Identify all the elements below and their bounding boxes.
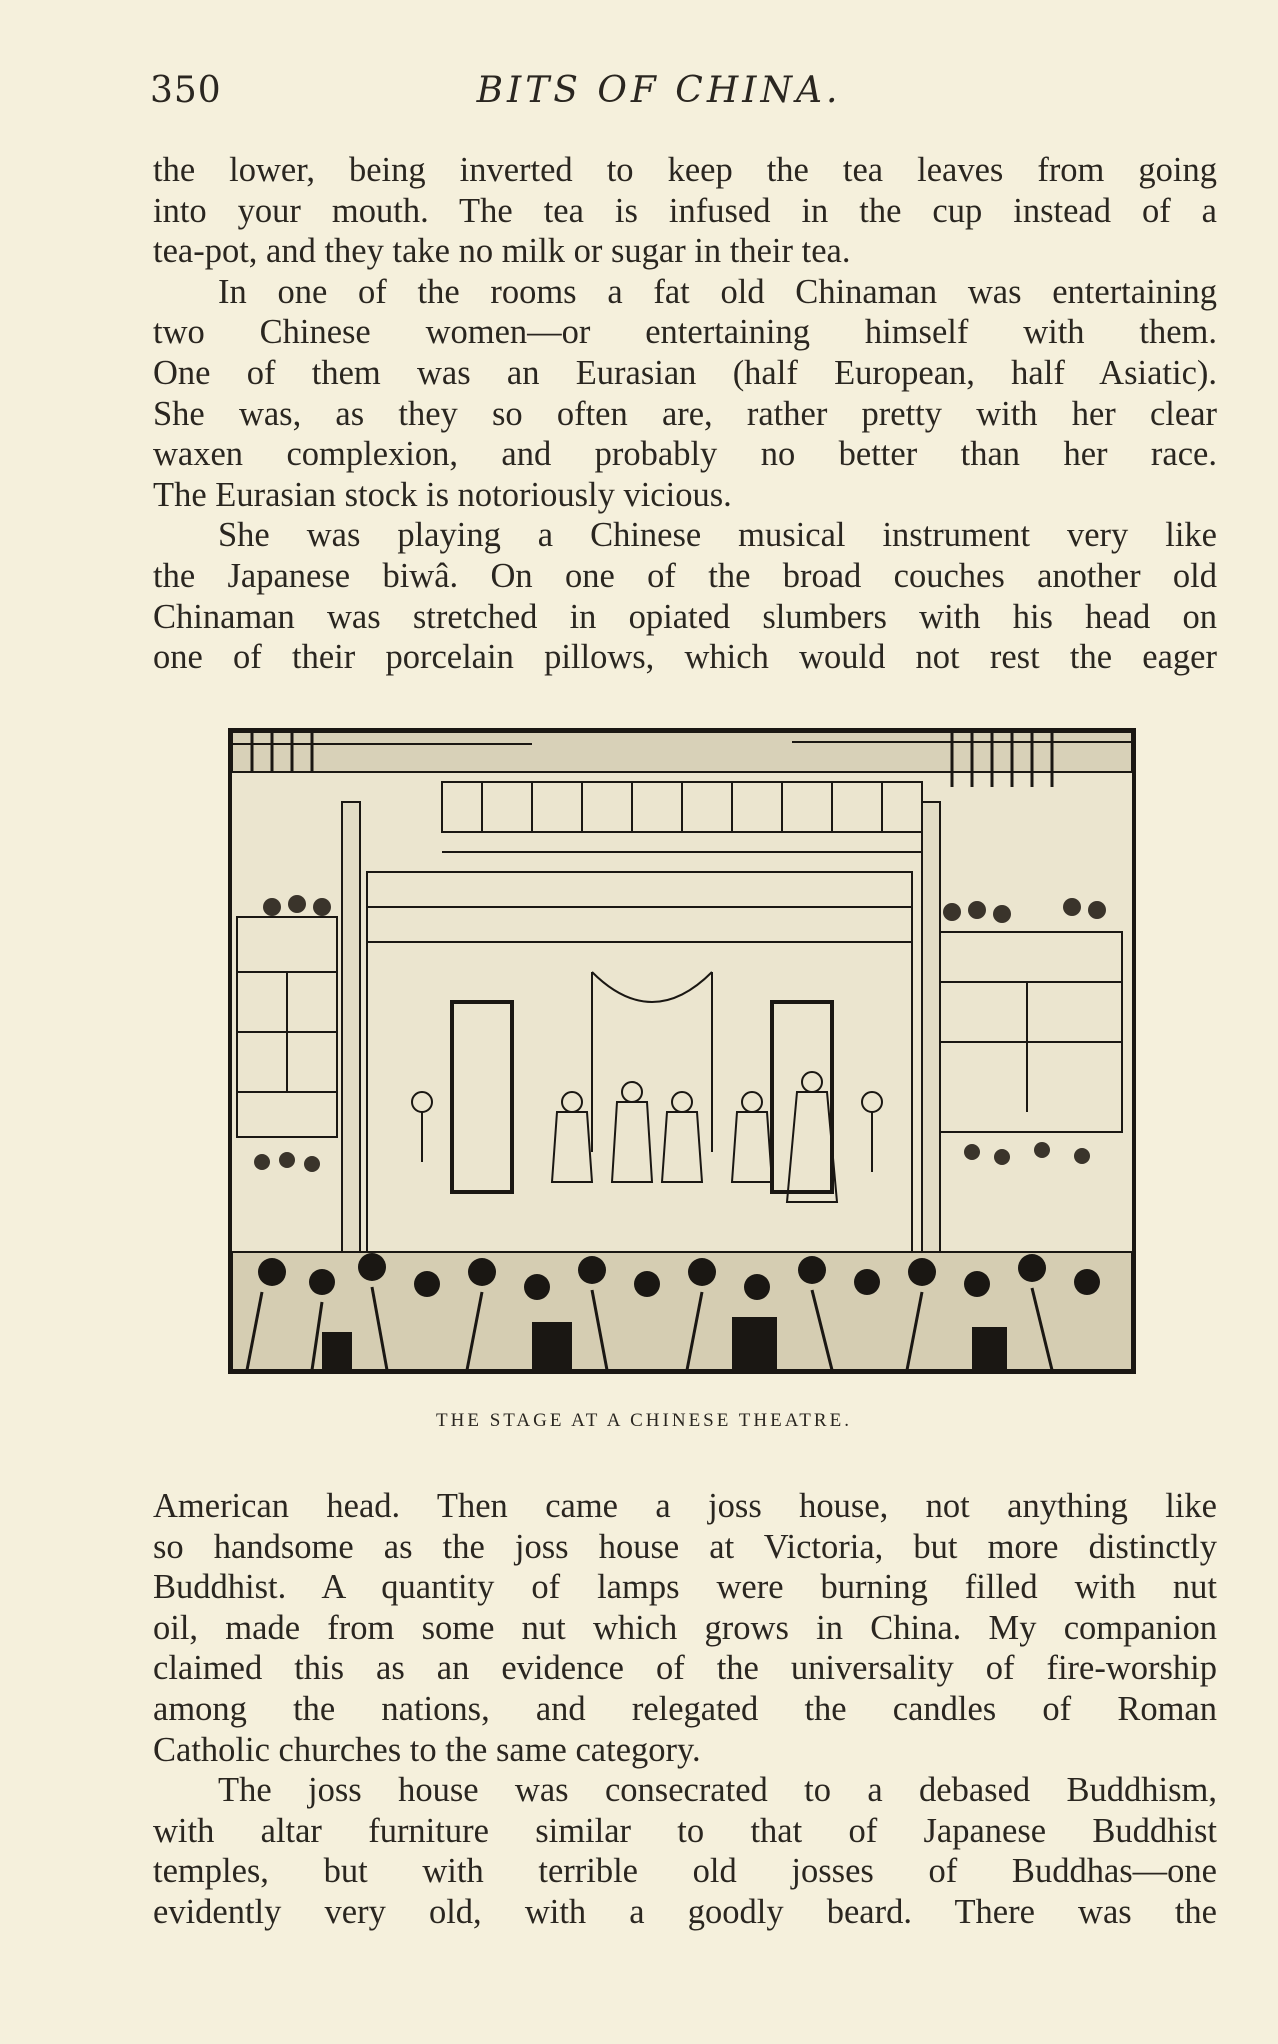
text-line: She was, as they so often are, rather pretty with her clear [153,394,1217,433]
running-title: BITS OF CHINA. [476,70,842,111]
text-line: the Japanese biwâ. On one of the broad couches another old [153,556,1217,595]
text-line: into your mouth. The tea is infused in the cup instead of a [153,191,1217,230]
figure-caption: THE STAGE AT A CHINESE THEATRE. [436,1410,852,1431]
page-number: 350 [150,70,222,111]
text-line: The joss house was consecrated to a debased Buddhism, [218,1771,1217,1810]
text-line: Catholic churches to the same category. [153,1730,701,1769]
text-line: with altar furniture similar to that of Japanese Buddhist [153,1811,1217,1850]
text-line: one of their porcelain pillows, which would not rest the eager [153,638,1217,677]
text-line: so handsome as the joss house at Victoria, but more distinctly [153,1527,1217,1566]
text-line: One of them was an Eurasian (half European, half Asiatic). [153,353,1217,392]
text-line: among the nations, and relegated the candles of Roman [153,1689,1217,1728]
page-header [0,70,1278,120]
text-line: evidently very old, with a goodly beard. There was the [153,1892,1217,1931]
text-line: the lower, being inverted to keep the tea leaves from going [153,151,1217,189]
text-line: American head. Then came a joss house, not anything like [153,1487,1217,1525]
text-line: Chinaman was stretched in opiated slumbers with his head on [153,597,1217,636]
theatre-engraving [232,732,1132,1370]
text-line: waxen complexion, and probably no better than her race. [153,435,1217,474]
text-line: Buddhist. A quantity of lamps were burning filled with nut [153,1568,1217,1607]
text-line: She was playing a Chinese musical instrument very like [218,516,1217,555]
text-line: temples, but with terrible old josses of Buddhas—one [153,1852,1217,1891]
text-line: two Chinese women—or entertaining himself with them. [153,313,1217,352]
body-text-bottom [153,1486,1217,1933]
text-line: tea-pot, and they take no milk or sugar in their tea. [153,232,851,271]
theatre-illustration [228,728,1136,1374]
text-line: The Eurasian stock is notoriously vicious. [153,475,732,514]
text-line: oil, made from some nut which grows in China. My companion [153,1608,1217,1647]
text-line: claimed this as an evidence of the universality of fire-worship [153,1649,1217,1688]
body-text-top [153,150,1217,678]
text-line: In one of the rooms a fat old Chinaman was entertaining [218,272,1217,311]
